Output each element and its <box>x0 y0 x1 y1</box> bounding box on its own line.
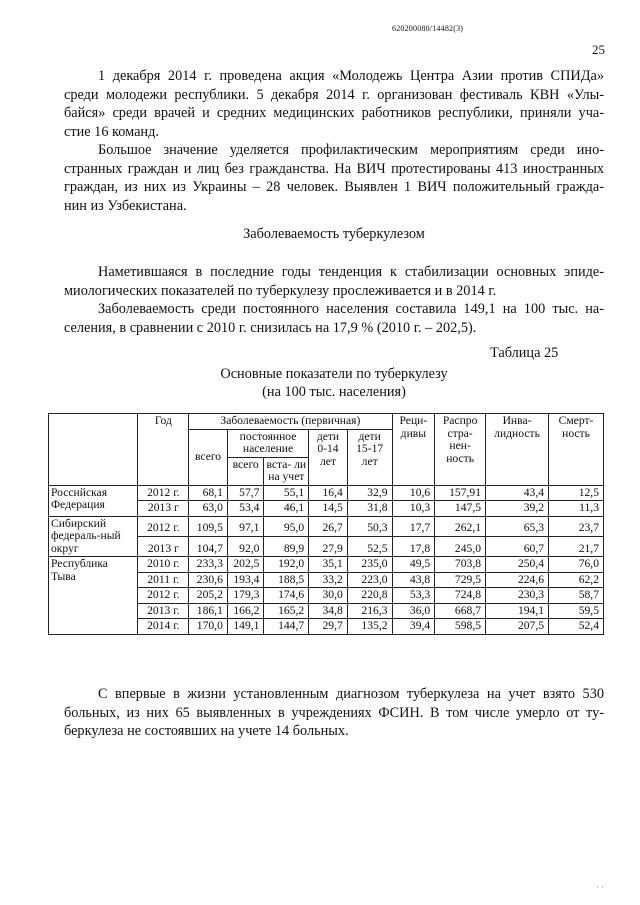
value-cell: 147,5 <box>435 501 486 517</box>
paragraph-aids-action <box>64 67 604 141</box>
value-cell: 11,3 <box>549 501 604 517</box>
value-cell: 35,1 <box>309 557 348 573</box>
value-cell: 16,4 <box>309 485 348 501</box>
value-cell: 17,7 <box>392 516 435 536</box>
header-disability: Инва- лидность <box>486 414 549 486</box>
text-line: С впервые в жизни установленным диагнозом туберкулеза на учет взято 530 <box>98 686 604 702</box>
value-cell: 97,1 <box>227 516 264 536</box>
value-cell: 57,7 <box>227 485 264 501</box>
text-line: Большое значение уделяется профилактическим мероприятиям среди ино- <box>98 142 604 158</box>
value-cell: 170,0 <box>189 619 228 635</box>
value-cell: 29,7 <box>309 619 348 635</box>
value-cell: 233,3 <box>189 557 228 573</box>
value-cell: 21,7 <box>549 536 604 556</box>
text-line: граждан, из них из Украины – 28 человек. Выявлен 1 ВИЧ положительный гражда- <box>64 179 604 195</box>
value-cell: 230,6 <box>189 572 228 588</box>
value-cell: 10,6 <box>392 485 435 501</box>
value-cell: 216,3 <box>347 603 392 619</box>
value-cell: 250,4 <box>486 557 549 573</box>
value-cell: 144,7 <box>264 619 309 635</box>
year-cell: 2013 г <box>138 501 189 517</box>
value-cell: 59,5 <box>549 603 604 619</box>
text-line: странных граждан и лиц без гражданства. На ВИЧ протестированы 413 иностранных <box>64 160 604 177</box>
value-cell: 65,3 <box>486 516 549 536</box>
value-cell: 245,0 <box>435 536 486 556</box>
value-cell: 58,7 <box>549 588 604 604</box>
value-cell: 89,9 <box>264 536 309 556</box>
table-header <box>49 414 604 486</box>
value-cell: 33,2 <box>309 572 348 588</box>
year-cell: 2011 г. <box>138 572 189 588</box>
header-incidence: Заболеваемость (первичная) <box>189 414 392 430</box>
year-cell: 2014 г. <box>138 619 189 635</box>
text-line: байся» среди врачей и средних медицинских работников республики, приняли уча- <box>64 105 604 121</box>
value-cell: 53,4 <box>227 501 264 517</box>
text-line: селения, в сравнении с 2010 г. снизилась на 17,9 % (2010 г. – 202,5). <box>64 319 477 336</box>
value-cell: 598,5 <box>435 619 486 635</box>
year-cell: 2012 г. <box>138 516 189 536</box>
value-cell: 43,4 <box>486 485 549 501</box>
value-cell: 109,5 <box>189 516 228 536</box>
value-cell: 668,7 <box>435 603 486 619</box>
value-cell: 52,5 <box>347 536 392 556</box>
value-cell: 166,2 <box>227 603 264 619</box>
region-cell: Республика Тыва <box>49 557 138 635</box>
header-relapses: Реци- дивы <box>392 414 435 486</box>
value-cell: 729,5 <box>435 572 486 588</box>
value-cell: 27,9 <box>309 536 348 556</box>
value-cell: 43,8 <box>392 572 435 588</box>
header-total: всего <box>189 429 228 485</box>
year-cell: 2013 г. <box>138 603 189 619</box>
value-cell: 188,5 <box>264 572 309 588</box>
value-cell: 205,2 <box>189 588 228 604</box>
header-registered: вста- ли на учет <box>264 457 309 485</box>
paragraph-foreign-citizens <box>64 141 604 215</box>
header-children-0-14: дети 0-14 лет <box>309 429 348 485</box>
value-cell: 17,8 <box>392 536 435 556</box>
paragraph-tb-incidence <box>64 300 604 337</box>
page-number: 25 <box>592 42 605 57</box>
table-row <box>49 557 604 573</box>
value-cell: 36,0 <box>392 603 435 619</box>
value-cell: 235,0 <box>347 557 392 573</box>
value-cell: 724,8 <box>435 588 486 604</box>
tb-indicators-table <box>48 413 604 635</box>
value-cell: 224,6 <box>486 572 549 588</box>
value-cell: 12,5 <box>549 485 604 501</box>
value-cell: 14,5 <box>309 501 348 517</box>
value-cell: 104,7 <box>189 536 228 556</box>
value-cell: 179,3 <box>227 588 264 604</box>
value-cell: 262,1 <box>435 516 486 536</box>
header-blank <box>49 414 138 486</box>
value-cell: 223,0 <box>347 572 392 588</box>
year-cell: 2010 г. <box>138 557 189 573</box>
table-row <box>49 516 604 536</box>
value-cell: 135,2 <box>347 619 392 635</box>
header-permanent-total: всего <box>227 457 264 485</box>
header-children-15-17: дети 15-17 лет <box>347 429 392 485</box>
text-line: нин из Узбекистана. <box>64 197 187 214</box>
value-cell: 174,6 <box>264 588 309 604</box>
year-cell: 2013 г <box>138 536 189 556</box>
table-body <box>49 485 604 634</box>
value-cell: 34,8 <box>309 603 348 619</box>
header-permanent-population: постоянное население <box>227 429 308 457</box>
value-cell: 193,4 <box>227 572 264 588</box>
value-cell: 53,3 <box>392 588 435 604</box>
value-cell: 32,9 <box>347 485 392 501</box>
value-cell: 703,8 <box>435 557 486 573</box>
value-cell: 30,0 <box>309 588 348 604</box>
text-line: больных, из них 65 выявленных в учреждениях ФСИН. В том числе умерло от ту- <box>64 704 604 721</box>
value-cell: 55,1 <box>264 485 309 501</box>
value-cell: 202,5 <box>227 557 264 573</box>
text-line: миологических показателей по туберкулезу прослеживается и в 2014 г. <box>64 282 497 299</box>
value-cell: 49,5 <box>392 557 435 573</box>
section-heading: Заболеваемость туберкулезом <box>243 226 425 242</box>
value-cell: 52,4 <box>549 619 604 635</box>
text-line: Заболеваемость среди постоянного населения составила 149,1 на 100 тыс. на- <box>98 301 604 317</box>
value-cell: 192,0 <box>264 557 309 573</box>
value-cell: 60,7 <box>486 536 549 556</box>
paragraph-tb-trend <box>64 263 604 300</box>
value-cell: 194,1 <box>486 603 549 619</box>
region-cell: Российская Федерация <box>49 485 138 516</box>
value-cell: 230,3 <box>486 588 549 604</box>
value-cell: 26,7 <box>309 516 348 536</box>
text-line: стие 16 команд. <box>64 123 159 140</box>
value-cell: 207,5 <box>486 619 549 635</box>
value-cell: 157,91 <box>435 485 486 501</box>
value-cell: 31,8 <box>347 501 392 517</box>
scan-mark: · · <box>596 882 605 892</box>
value-cell: 46,1 <box>264 501 309 517</box>
value-cell: 23,7 <box>549 516 604 536</box>
value-cell: 39,4 <box>392 619 435 635</box>
text-line: Наметившаяся в последние годы тенденция к стабилизации основных эпиде- <box>98 264 604 280</box>
value-cell: 186,1 <box>189 603 228 619</box>
value-cell: 149,1 <box>227 619 264 635</box>
header-year: Год <box>138 414 189 486</box>
value-cell: 92,0 <box>227 536 264 556</box>
value-cell: 76,0 <box>549 557 604 573</box>
year-cell: 2012 г. <box>138 588 189 604</box>
value-cell: 39,2 <box>486 501 549 517</box>
text-line: беркулеза не состоявших на учете 14 больных. <box>64 723 349 739</box>
value-cell: 165,2 <box>264 603 309 619</box>
text-line: среди молодежи республики. 5 декабря 2014 г. организован фестиваль КВН «Улы- <box>64 86 604 103</box>
value-cell: 10,3 <box>392 501 435 517</box>
value-cell: 63,0 <box>189 501 228 517</box>
value-cell: 62,2 <box>549 572 604 588</box>
text-line: 1 декабря 2014 г. проведена акция «Молодежь Центра Азии против СПИДа» <box>98 68 604 84</box>
year-cell: 2012 г. <box>138 485 189 501</box>
value-cell: 50,3 <box>347 516 392 536</box>
table-title: Основные показатели по туберкулезу <box>220 366 448 382</box>
header-prevalence: Распро стра- нен- ность <box>435 414 486 486</box>
table-row <box>49 485 604 501</box>
value-cell: 68,1 <box>189 485 228 501</box>
paragraph-new-diagnoses <box>64 685 604 741</box>
header-mortality: Смерт- ность <box>549 414 604 486</box>
table-subtitle: (на 100 тыс. населения) <box>262 384 406 400</box>
table-label: Таблица 25 <box>490 345 559 361</box>
value-cell: 220,8 <box>347 588 392 604</box>
document-code: 620200080/14482(3) <box>392 24 464 33</box>
region-cell: Сибирский федераль-ный округ <box>49 516 138 557</box>
value-cell: 95,0 <box>264 516 309 536</box>
